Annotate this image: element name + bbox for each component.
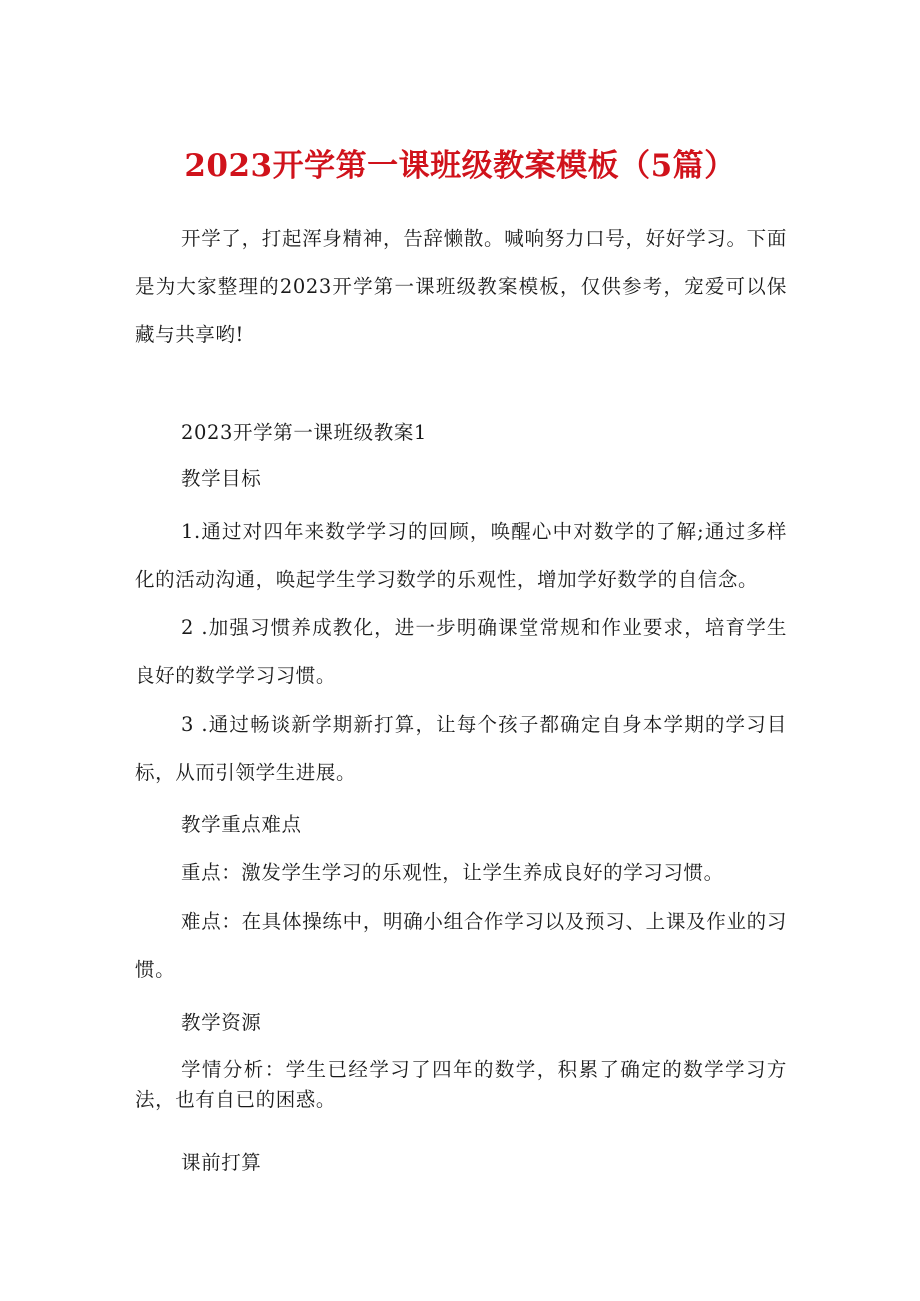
key-point-text: 重点：激发学生学习的乐观性，让学生养成良好的学习习惯。 [181, 861, 724, 884]
goal-3-paragraph: 3 .通过畅谈新学期新打算，让每个孩子都确定自身本学期的学习目标，从而引领学生进展。 [135, 713, 787, 784]
prep-heading: 课前打算 [181, 1151, 262, 1174]
difficulty-paragraph: 难点：在具体操练中，明确小组合作学习以及预习、上课及作业的习惯。 [135, 910, 787, 981]
resources-heading: 教学资源 [181, 1011, 262, 1034]
key-points-heading: 教学重点难点 [181, 813, 302, 836]
goal-2-paragraph: 2 .加强习惯养成教化，进一步明确课堂常规和作业要求，培育学生良好的数学学习习惯。 [135, 616, 787, 687]
analysis-paragraph: 学情分析：学生已经学习了四年的数学，积累了确定的数学学习方法，也有自已的困惑。 [135, 1058, 787, 1111]
goal-1-paragraph: 1.通过对四年来数学学习的回顾，唤醒心中对数学的了解;通过多样化的活动沟通，唤起学生学习数学的乐观性，增加学好数学的自信念。 [135, 520, 787, 591]
document-title: 2023开学第一课班级教案模板（5篇） [184, 148, 736, 184]
section-heading: 2023开学第一课班级教案1 [181, 421, 427, 444]
intro-paragraph: 开学了，打起浑身精神，告辞懒散。喊响努力口号，好好学习。下面是为大家整理的2023开学第一课班级教案模板，仅供参考，宠爱可以保藏与共享哟! [135, 227, 787, 346]
goals-heading: 教学目标 [181, 467, 262, 490]
